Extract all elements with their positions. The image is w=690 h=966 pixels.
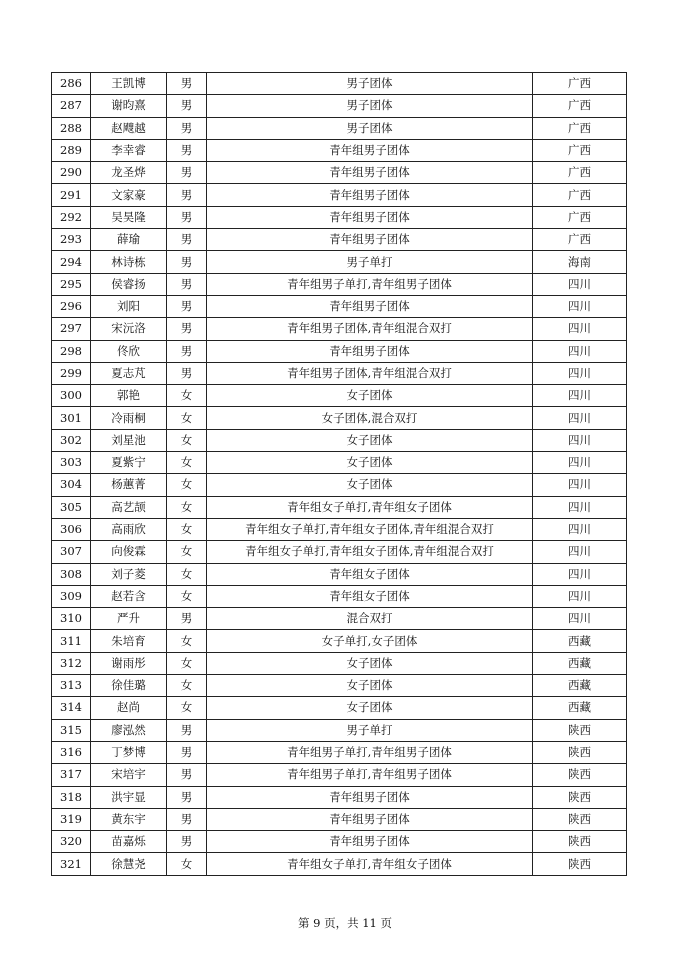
athlete-events: 青年组男子团体 [207,831,533,853]
athlete-gender: 男 [167,362,207,384]
athlete-events: 女子单打,女子团体 [207,630,533,652]
table-row [52,474,627,496]
athlete-province: 四川 [533,273,627,295]
athlete-province: 陕西 [533,786,627,808]
athlete-name: 赵尚 [91,697,167,719]
row-number: 317 [52,764,91,786]
athlete-name: 宋沅洛 [91,318,167,340]
athlete-gender: 男 [167,340,207,362]
athlete-province: 四川 [533,496,627,518]
athlete-events: 青年组女子单打,青年组女子团体,青年组混合双打 [207,541,533,563]
athlete-events: 青年组女子单打,青年组女子团体 [207,496,533,518]
athlete-name: 杨蕙菁 [91,474,167,496]
athlete-province: 广西 [533,229,627,251]
table-row [52,518,627,540]
row-number: 309 [52,585,91,607]
athlete-name: 夏紫宁 [91,452,167,474]
athlete-province: 四川 [533,385,627,407]
table-row [52,563,627,585]
row-number: 316 [52,741,91,763]
table-row [52,675,627,697]
table-row [52,206,627,228]
table-row [52,496,627,518]
athlete-province: 广西 [533,95,627,117]
athlete-province: 西藏 [533,630,627,652]
athlete-gender: 女 [167,518,207,540]
table-row [52,73,627,95]
athlete-gender: 男 [167,273,207,295]
row-number: 288 [52,117,91,139]
athlete-province: 陕西 [533,741,627,763]
table-row [52,808,627,830]
row-number: 315 [52,719,91,741]
athlete-name: 吴昊隆 [91,206,167,228]
athlete-events: 青年组男子团体 [207,139,533,161]
athlete-name: 廖泓然 [91,719,167,741]
table-row [52,764,627,786]
row-number: 289 [52,139,91,161]
table-row [52,139,627,161]
athlete-province: 四川 [533,452,627,474]
athlete-province: 广西 [533,73,627,95]
athlete-province: 四川 [533,318,627,340]
athlete-gender: 女 [167,407,207,429]
table-row [52,719,627,741]
row-number: 308 [52,563,91,585]
row-number: 291 [52,184,91,206]
athlete-events: 青年组女子团体 [207,585,533,607]
athlete-events: 女子团体 [207,452,533,474]
athlete-gender: 男 [167,786,207,808]
row-number: 311 [52,630,91,652]
athlete-gender: 女 [167,452,207,474]
page-footer: 第 9 页，共 11 页 [297,916,393,930]
athlete-events: 青年组男子单打,青年组男子团体 [207,741,533,763]
athlete-name: 佟欣 [91,340,167,362]
athlete-gender: 男 [167,295,207,317]
row-number: 307 [52,541,91,563]
row-number: 302 [52,429,91,451]
row-number: 295 [52,273,91,295]
athlete-name: 徐佳璐 [91,675,167,697]
athlete-events: 青年组女子团体 [207,563,533,585]
athlete-gender: 男 [167,764,207,786]
athlete-province: 陕西 [533,719,627,741]
table-row [52,95,627,117]
row-number: 304 [52,474,91,496]
row-number: 319 [52,808,91,830]
athlete-events: 女子团体 [207,675,533,697]
athlete-roster-table [51,72,627,876]
row-number: 318 [52,786,91,808]
athlete-name: 刘星池 [91,429,167,451]
row-number: 303 [52,452,91,474]
row-number: 314 [52,697,91,719]
athlete-events: 青年组男子团体,青年组混合双打 [207,318,533,340]
table-row [52,697,627,719]
row-number: 321 [52,853,91,875]
athlete-name: 向俊霖 [91,541,167,563]
athlete-province: 四川 [533,518,627,540]
athlete-events: 青年组男子团体 [207,206,533,228]
athlete-name: 洪宇显 [91,786,167,808]
athlete-name: 赵飕越 [91,117,167,139]
athlete-province: 陕西 [533,808,627,830]
athlete-gender: 女 [167,474,207,496]
athlete-province: 四川 [533,541,627,563]
table-row [52,229,627,251]
athlete-name: 王凯博 [91,73,167,95]
athlete-gender: 女 [167,385,207,407]
athlete-province: 西藏 [533,652,627,674]
row-number: 287 [52,95,91,117]
athlete-gender: 女 [167,496,207,518]
athlete-gender: 女 [167,585,207,607]
table-row [52,162,627,184]
table-row [52,831,627,853]
athlete-events: 青年组男子团体 [207,229,533,251]
athlete-gender: 男 [167,95,207,117]
athlete-gender: 男 [167,719,207,741]
athlete-events: 青年组男子单打,青年组男子团体 [207,273,533,295]
row-number: 320 [52,831,91,853]
table-row [52,608,627,630]
athlete-name: 龙圣烨 [91,162,167,184]
athlete-events: 混合双打 [207,608,533,630]
athlete-name: 刘阳 [91,295,167,317]
athlete-province: 四川 [533,407,627,429]
athlete-events: 青年组男子单打,青年组男子团体 [207,764,533,786]
table-row [52,340,627,362]
athlete-events: 青年组男子团体 [207,162,533,184]
athlete-name: 朱培育 [91,630,167,652]
table-row [52,251,627,273]
athlete-gender: 男 [167,741,207,763]
athlete-gender: 男 [167,251,207,273]
athlete-name: 侯睿扬 [91,273,167,295]
athlete-name: 高雨欣 [91,518,167,540]
table-row [52,273,627,295]
athlete-province: 广西 [533,206,627,228]
athlete-events: 青年组男子团体 [207,295,533,317]
athlete-events: 青年组男子团体 [207,184,533,206]
athlete-gender: 男 [167,117,207,139]
athlete-name: 谢雨彤 [91,652,167,674]
athlete-province: 四川 [533,563,627,585]
table-row [52,184,627,206]
table-row [52,362,627,384]
athlete-name: 黄东宇 [91,808,167,830]
row-number: 310 [52,608,91,630]
athlete-gender: 女 [167,697,207,719]
row-number: 306 [52,518,91,540]
roster-body [52,73,627,876]
table-row [52,585,627,607]
row-number: 312 [52,652,91,674]
table-row [52,652,627,674]
athlete-gender: 男 [167,73,207,95]
athlete-gender: 男 [167,318,207,340]
athlete-events: 女子团体 [207,429,533,451]
athlete-name: 夏志芃 [91,362,167,384]
athlete-province: 广西 [533,184,627,206]
row-number: 290 [52,162,91,184]
table-row [52,295,627,317]
athlete-name: 冷雨桐 [91,407,167,429]
athlete-events: 青年组男子团体 [207,786,533,808]
table-row [52,385,627,407]
athlete-province: 四川 [533,429,627,451]
athlete-gender: 女 [167,429,207,451]
athlete-province: 四川 [533,474,627,496]
athlete-name: 郭艳 [91,385,167,407]
athlete-province: 陕西 [533,853,627,875]
athlete-gender: 女 [167,630,207,652]
athlete-gender: 女 [167,541,207,563]
athlete-name: 林诗栋 [91,251,167,273]
athlete-name: 赵若含 [91,585,167,607]
athlete-gender: 男 [167,206,207,228]
athlete-events: 女子团体 [207,652,533,674]
row-number: 313 [52,675,91,697]
table-row [52,741,627,763]
row-number: 305 [52,496,91,518]
table-row [52,853,627,875]
row-number: 301 [52,407,91,429]
table-row [52,117,627,139]
row-number: 298 [52,340,91,362]
athlete-province: 陕西 [533,764,627,786]
athlete-province: 四川 [533,340,627,362]
athlete-events: 女子团体,混合双打 [207,407,533,429]
table-row [52,541,627,563]
athlete-gender: 男 [167,139,207,161]
table-row [52,452,627,474]
athlete-name: 李幸睿 [91,139,167,161]
athlete-gender: 男 [167,229,207,251]
athlete-name: 谢昀熹 [91,95,167,117]
athlete-gender: 女 [167,652,207,674]
athlete-events: 青年组女子单打,青年组女子团体 [207,853,533,875]
table-row [52,407,627,429]
athlete-province: 西藏 [533,675,627,697]
athlete-events: 青年组男子团体 [207,808,533,830]
athlete-events: 青年组男子团体,青年组混合双打 [207,362,533,384]
table-row [52,786,627,808]
athlete-events: 男子单打 [207,251,533,273]
row-number: 293 [52,229,91,251]
athlete-province: 陕西 [533,831,627,853]
athlete-province: 四川 [533,362,627,384]
athlete-gender: 男 [167,608,207,630]
athlete-gender: 男 [167,184,207,206]
athlete-gender: 女 [167,853,207,875]
athlete-province: 广西 [533,162,627,184]
athlete-events: 女子团体 [207,385,533,407]
athlete-gender: 男 [167,808,207,830]
table-row [52,318,627,340]
row-number: 299 [52,362,91,384]
row-number: 300 [52,385,91,407]
athlete-name: 薛瑜 [91,229,167,251]
athlete-name: 刘子菱 [91,563,167,585]
row-number: 296 [52,295,91,317]
athlete-events: 男子单打 [207,719,533,741]
row-number: 292 [52,206,91,228]
athlete-name: 丁梦博 [91,741,167,763]
athlete-events: 男子团体 [207,95,533,117]
athlete-name: 宋培宇 [91,764,167,786]
athlete-name: 苗嘉烁 [91,831,167,853]
athlete-province: 四川 [533,295,627,317]
athlete-events: 女子团体 [207,697,533,719]
athlete-name: 文家豪 [91,184,167,206]
athlete-province: 海南 [533,251,627,273]
athlete-gender: 女 [167,675,207,697]
athlete-gender: 男 [167,831,207,853]
athlete-gender: 男 [167,162,207,184]
athlete-events: 男子团体 [207,117,533,139]
athlete-province: 四川 [533,608,627,630]
athlete-events: 青年组女子单打,青年组女子团体,青年组混合双打 [207,518,533,540]
row-number: 294 [52,251,91,273]
athlete-province: 西藏 [533,697,627,719]
athlete-gender: 女 [167,563,207,585]
athlete-events: 男子团体 [207,73,533,95]
row-number: 286 [52,73,91,95]
table-row [52,630,627,652]
athlete-events: 青年组男子团体 [207,340,533,362]
athlete-province: 广西 [533,139,627,161]
athlete-province: 四川 [533,585,627,607]
athlete-name: 徐慧尧 [91,853,167,875]
athlete-name: 高艺颉 [91,496,167,518]
table-row [52,429,627,451]
athlete-province: 广西 [533,117,627,139]
athlete-events: 女子团体 [207,474,533,496]
row-number: 297 [52,318,91,340]
athlete-name: 严升 [91,608,167,630]
